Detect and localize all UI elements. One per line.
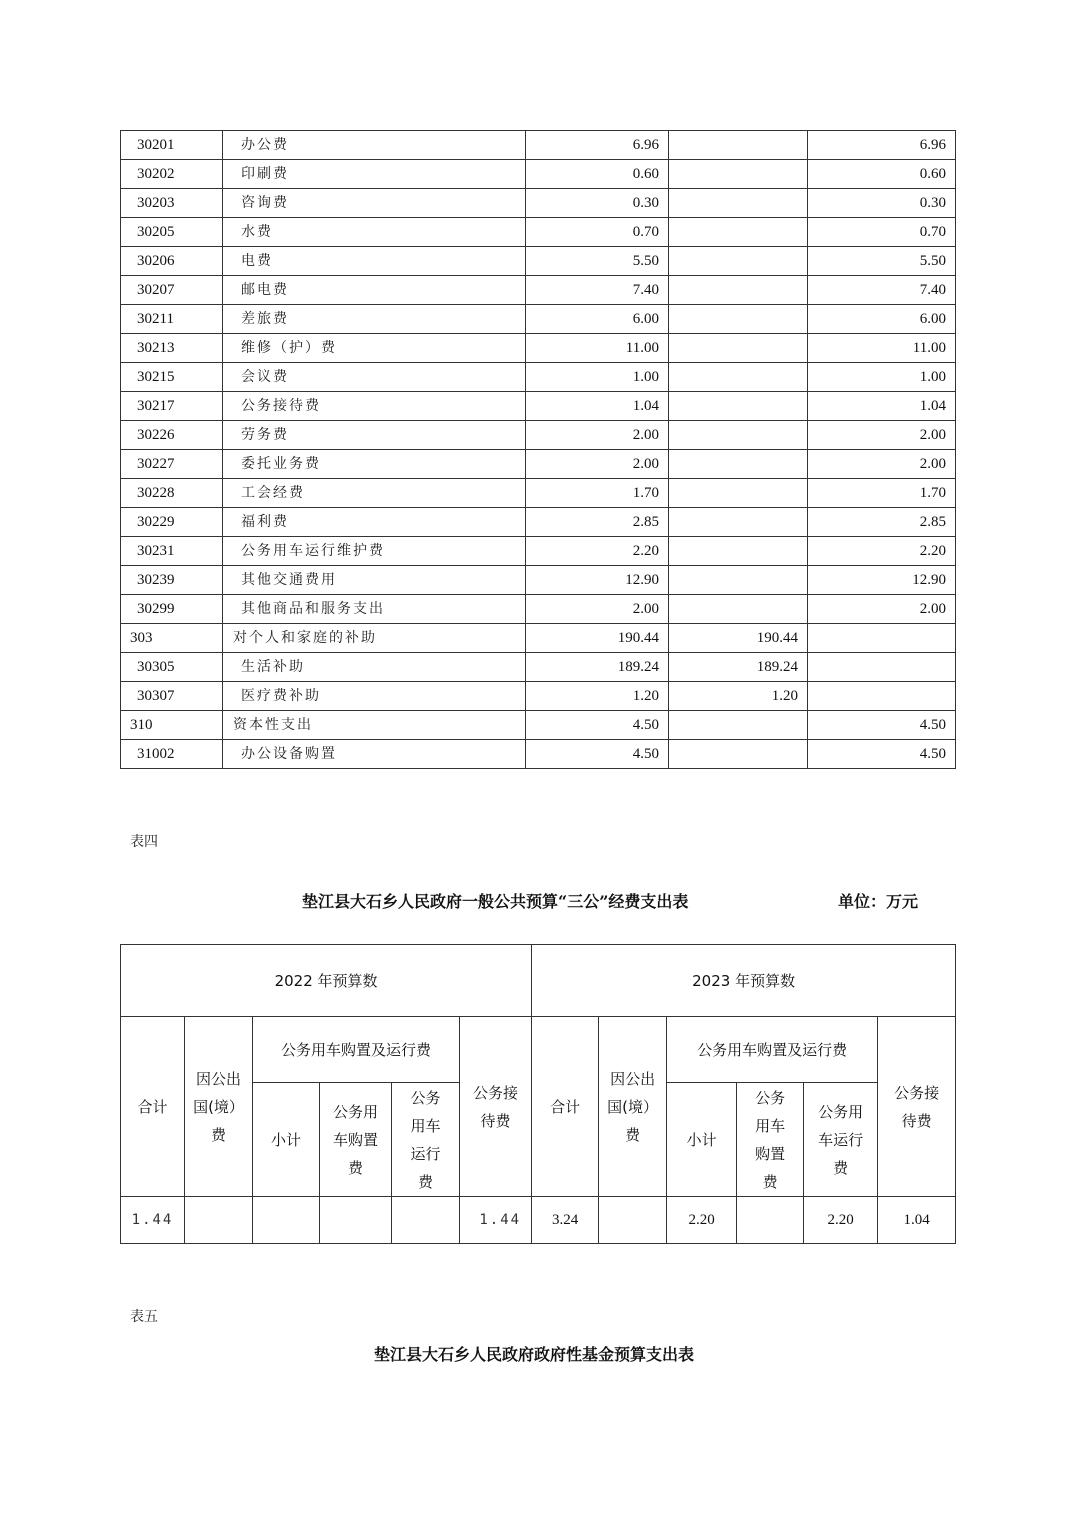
total-amount: 1.04	[526, 392, 669, 421]
table-row	[121, 450, 956, 479]
item-name: 其他交通费用	[223, 566, 526, 595]
item-code: 30202	[121, 160, 223, 189]
total-amount: 11.00	[526, 334, 669, 363]
item-code: 30203	[121, 189, 223, 218]
basic-expense-amount	[669, 247, 808, 276]
purchase-2023-header: 公务用车购置费	[737, 1083, 804, 1197]
basic-expense-amount	[669, 276, 808, 305]
basic-expense-amount	[669, 537, 808, 566]
basic-expense-amount	[669, 595, 808, 624]
total-amount: 6.96	[526, 131, 669, 160]
reception-2022-value: 1.44	[460, 1197, 532, 1244]
abroad-2022-value	[185, 1197, 253, 1244]
year-2023-header: 2023 年预算数	[532, 945, 956, 1017]
total-amount: 0.70	[526, 218, 669, 247]
table-row	[121, 711, 956, 740]
basic-expense-amount	[669, 421, 808, 450]
total-2023-header: 合计	[532, 1017, 599, 1197]
item-name: 资本性支出	[223, 711, 526, 740]
total-amount: 1.00	[526, 363, 669, 392]
item-code: 30205	[121, 218, 223, 247]
total-amount: 4.50	[526, 711, 669, 740]
project-expense-amount: 6.00	[808, 305, 956, 334]
table-row	[121, 682, 956, 711]
project-expense-amount: 12.90	[808, 566, 956, 595]
reception-2023-header: 公务接待费	[878, 1017, 956, 1197]
project-expense-amount: 1.04	[808, 392, 956, 421]
total-amount: 190.44	[526, 624, 669, 653]
total-amount: 1.20	[526, 682, 669, 711]
table-row	[121, 566, 956, 595]
run-2022-header: 公务用车运行费	[392, 1083, 460, 1197]
item-code: 30299	[121, 595, 223, 624]
table-row	[121, 247, 956, 276]
table-row	[121, 189, 956, 218]
table-row	[121, 363, 956, 392]
item-name: 办公设备购置	[223, 740, 526, 769]
item-code: 30229	[121, 508, 223, 537]
item-name: 生活补助	[223, 653, 526, 682]
total-amount: 2.85	[526, 508, 669, 537]
project-expense-amount: 6.96	[808, 131, 956, 160]
abroad-2022-header: 因公出国(境）费	[185, 1017, 253, 1197]
table-row	[121, 624, 956, 653]
table5-label: 表五	[130, 1309, 158, 1325]
item-code: 30231	[121, 537, 223, 566]
item-name: 委托业务费	[223, 450, 526, 479]
basic-expense-amount: 189.24	[669, 653, 808, 682]
project-expense-amount: 4.50	[808, 740, 956, 769]
subtotal-2023-value: 2.20	[667, 1197, 737, 1244]
year-2022-header: 2022 年预算数	[121, 945, 532, 1017]
item-name: 会议费	[223, 363, 526, 392]
project-expense-amount: 5.50	[808, 247, 956, 276]
reception-2022-header: 公务接待费	[460, 1017, 532, 1197]
basic-expense-amount	[669, 305, 808, 334]
item-name: 水费	[223, 218, 526, 247]
basic-expense-amount	[669, 189, 808, 218]
total-amount: 0.30	[526, 189, 669, 218]
purchase-2023-value	[737, 1197, 804, 1244]
table5-title: 垫江县大石乡人民政府政府性基金预算支出表	[374, 1345, 695, 1364]
run-2023-value: 2.20	[804, 1197, 878, 1244]
table-row	[121, 508, 956, 537]
item-name: 维修（护）费	[223, 334, 526, 363]
item-code: 30206	[121, 247, 223, 276]
basic-expense-amount	[669, 334, 808, 363]
item-name: 差旅费	[223, 305, 526, 334]
item-code: 30307	[121, 682, 223, 711]
total-amount: 2.20	[526, 537, 669, 566]
total-2022-header: 合计	[121, 1017, 185, 1197]
basic-expense-amount	[669, 479, 808, 508]
subtotal-2022-value	[253, 1197, 320, 1244]
vehicle-2022-header: 公务用车购置及运行费	[253, 1017, 460, 1083]
item-name: 公务用车运行维护费	[223, 537, 526, 566]
item-name: 邮电费	[223, 276, 526, 305]
table4-title: 垫江县大石乡人民政府一般公共预算“三公”经费支出表	[302, 892, 689, 911]
project-expense-amount: 2.00	[808, 421, 956, 450]
table-row	[121, 479, 956, 508]
table4-unit: 单位：万元	[838, 892, 919, 911]
basic-expense-amount	[669, 711, 808, 740]
total-amount: 5.50	[526, 247, 669, 276]
item-name: 医疗费补助	[223, 682, 526, 711]
total-amount: 6.00	[526, 305, 669, 334]
reception-2023-value: 1.04	[878, 1197, 956, 1244]
table-row	[121, 131, 956, 160]
project-expense-amount: 2.20	[808, 537, 956, 566]
purchase-2022-header: 公务用车购置费	[320, 1083, 392, 1197]
item-code: 30227	[121, 450, 223, 479]
table-row	[121, 334, 956, 363]
subtotal-2023-header: 小计	[667, 1083, 737, 1197]
total-2022-value: 1.44	[121, 1197, 185, 1244]
project-expense-amount: 1.00	[808, 363, 956, 392]
item-name: 其他商品和服务支出	[223, 595, 526, 624]
project-expense-amount	[808, 682, 956, 711]
item-code: 30211	[121, 305, 223, 334]
total-amount: 7.40	[526, 276, 669, 305]
item-code: 30217	[121, 392, 223, 421]
project-expense-amount: 0.70	[808, 218, 956, 247]
table-row	[121, 305, 956, 334]
basic-expense-amount	[669, 160, 808, 189]
table-row	[121, 595, 956, 624]
basic-expense-amount	[669, 218, 808, 247]
item-name: 电费	[223, 247, 526, 276]
table-row	[121, 537, 956, 566]
item-code: 30213	[121, 334, 223, 363]
total-amount: 2.00	[526, 595, 669, 624]
item-name: 福利费	[223, 508, 526, 537]
basic-expense-amount	[669, 363, 808, 392]
project-expense-amount	[808, 624, 956, 653]
table-row	[121, 276, 956, 305]
table-row	[121, 218, 956, 247]
three-public-expense-table	[120, 944, 956, 1244]
item-name: 印刷费	[223, 160, 526, 189]
item-name: 对个人和家庭的补助	[223, 624, 526, 653]
item-code: 30207	[121, 276, 223, 305]
item-name: 公务接待费	[223, 392, 526, 421]
run-2022-value	[392, 1197, 460, 1244]
table4-header-row-1	[121, 1017, 956, 1083]
basic-expense-amount	[669, 131, 808, 160]
total-amount: 2.00	[526, 421, 669, 450]
table-row	[121, 740, 956, 769]
abroad-2023-header: 因公出国(境）费	[599, 1017, 667, 1197]
basic-expense-amount	[669, 392, 808, 421]
total-2023-value: 3.24	[532, 1197, 599, 1244]
total-amount: 0.60	[526, 160, 669, 189]
item-name: 劳务费	[223, 421, 526, 450]
item-code: 30228	[121, 479, 223, 508]
table4-value-row	[121, 1197, 956, 1244]
project-expense-amount	[808, 653, 956, 682]
total-amount: 2.00	[526, 450, 669, 479]
project-expense-amount: 4.50	[808, 711, 956, 740]
project-expense-amount: 2.85	[808, 508, 956, 537]
basic-expense-amount	[669, 566, 808, 595]
project-expense-amount: 2.00	[808, 450, 956, 479]
item-code: 30305	[121, 653, 223, 682]
item-name: 咨询费	[223, 189, 526, 218]
total-amount: 4.50	[526, 740, 669, 769]
run-2023-header: 公务用车运行费	[804, 1083, 878, 1197]
project-expense-amount: 2.00	[808, 595, 956, 624]
item-code: 31002	[121, 740, 223, 769]
abroad-2023-value	[599, 1197, 667, 1244]
item-name: 工会经费	[223, 479, 526, 508]
table-row	[121, 653, 956, 682]
item-code: 30201	[121, 131, 223, 160]
project-expense-amount: 0.60	[808, 160, 956, 189]
basic-expense-amount	[669, 740, 808, 769]
basic-expense-amount: 1.20	[669, 682, 808, 711]
purchase-2022-value	[320, 1197, 392, 1244]
table4-year-row	[121, 945, 956, 1017]
expense-detail-table-body	[121, 131, 956, 769]
item-code: 30226	[121, 421, 223, 450]
table-row	[121, 392, 956, 421]
item-code: 30215	[121, 363, 223, 392]
item-code: 30239	[121, 566, 223, 595]
total-amount: 1.70	[526, 479, 669, 508]
item-code: 303	[121, 624, 223, 653]
vehicle-2023-header: 公务用车购置及运行费	[667, 1017, 878, 1083]
project-expense-amount: 1.70	[808, 479, 956, 508]
table-row	[121, 160, 956, 189]
basic-expense-amount	[669, 450, 808, 479]
item-code: 310	[121, 711, 223, 740]
table4-label: 表四	[130, 834, 158, 850]
subtotal-2022-header: 小计	[253, 1083, 320, 1197]
basic-expense-amount: 190.44	[669, 624, 808, 653]
item-name: 办公费	[223, 131, 526, 160]
project-expense-amount: 0.30	[808, 189, 956, 218]
basic-expense-amount	[669, 508, 808, 537]
total-amount: 12.90	[526, 566, 669, 595]
expense-detail-table	[120, 130, 956, 769]
total-amount: 189.24	[526, 653, 669, 682]
project-expense-amount: 7.40	[808, 276, 956, 305]
project-expense-amount: 11.00	[808, 334, 956, 363]
table-row	[121, 421, 956, 450]
